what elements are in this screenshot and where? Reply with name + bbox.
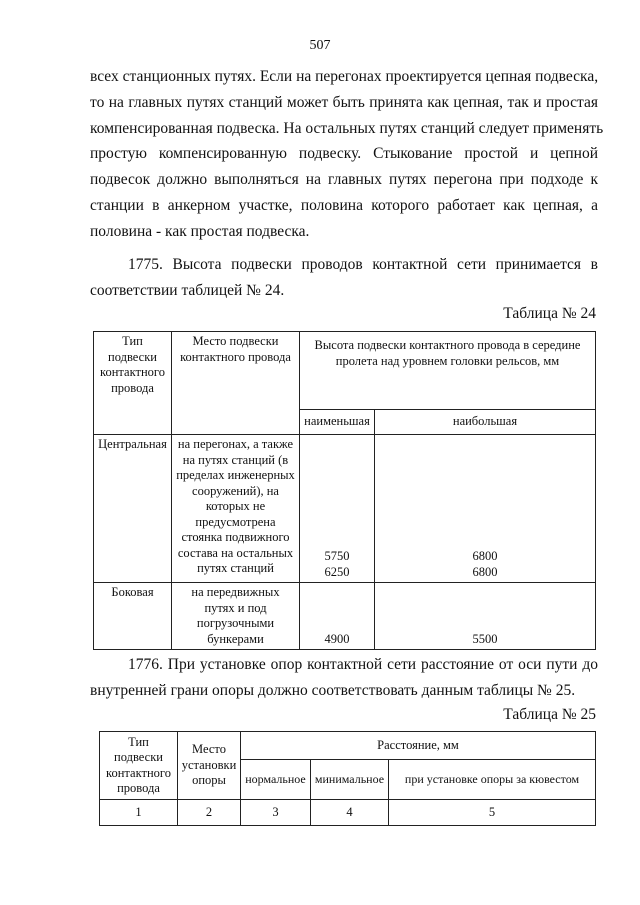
table-row bbox=[100, 800, 596, 826]
t25-header-ditch: при установке опоры за кювестом bbox=[389, 760, 596, 800]
page-number: 507 bbox=[309, 38, 331, 53]
t25-col-number: 4 bbox=[311, 800, 389, 826]
t24-row2-type: Боковая bbox=[94, 583, 172, 650]
paragraph-1776 bbox=[90, 652, 598, 704]
text-line: 1775. Высота подвески проводов контактной сети принимается в bbox=[128, 256, 598, 273]
text-line: соответствии таблицей № 24. bbox=[90, 281, 285, 299]
text-line: простую компенсированную подвеску. Стыкование простой и цепной bbox=[90, 145, 598, 163]
t24-row1-place: на перегонах, а также на путях станций (в пределах инженерных сооружений), на которых не предусмотрена стоянка подвижного состава на остальных путях станций bbox=[172, 435, 300, 583]
text-line: всех станционных путях. Если на перегонах проектируется цепная подвеска, bbox=[90, 68, 599, 85]
t24-row2-min: 4900 bbox=[300, 583, 375, 650]
t24-row2-place: на передвижных путях и под погрузочными бункерами bbox=[172, 583, 300, 650]
t24-header-type: Тип подвески контактного провода bbox=[94, 332, 172, 435]
t25-header-place: Место установки опоры bbox=[178, 732, 241, 800]
text-line: 1776. При установке опор контактной сети расстояние от оси пути до bbox=[128, 656, 598, 673]
t25-col-number: 2 bbox=[178, 800, 241, 826]
table-24-caption: Таблица № 24 bbox=[503, 305, 596, 322]
t24-header-height: Высота подвески контактного провода в середине пролета над уровнем головки рельсов, мм bbox=[300, 332, 596, 410]
t24-header-max: наибольшая bbox=[375, 410, 596, 435]
table-25 bbox=[99, 731, 596, 826]
t25-header-minimal: минимальное bbox=[311, 760, 389, 800]
t24-row1-min: 5750 6250 bbox=[300, 435, 375, 583]
table-24 bbox=[93, 331, 596, 650]
t24-header-place: Место подвески контактного провода bbox=[172, 332, 300, 435]
paragraph-1775 bbox=[90, 252, 598, 304]
t25-header-distance: Расстояние, мм bbox=[241, 732, 596, 760]
t25-header-normal: нормальное bbox=[241, 760, 311, 800]
text-line: половина - как простая подвеска. bbox=[90, 222, 310, 240]
t25-header-type: Тип подвески контактного провода bbox=[100, 732, 178, 800]
text-line: компенсированная подвеска. На остальных путях станций следует применять bbox=[90, 119, 604, 137]
text-line: то на главных путях станций может быть принята как цепная, так и простая bbox=[90, 93, 598, 111]
t24-header-min: наименьшая bbox=[300, 410, 375, 435]
paragraph-1 bbox=[90, 64, 604, 245]
t24-row2-max: 5500 bbox=[375, 583, 596, 650]
t25-col-number: 3 bbox=[241, 800, 311, 826]
table-row bbox=[94, 435, 596, 583]
t24-row1-type: Центральная bbox=[94, 435, 172, 583]
t24-row1-max: 6800 6800 bbox=[375, 435, 596, 583]
t25-col-number: 1 bbox=[100, 800, 178, 826]
table-25-caption: Таблица № 25 bbox=[503, 706, 596, 723]
t25-col-number: 5 bbox=[389, 800, 596, 826]
text-line: подвесок должно выполняться на главных путях перегона при подходе к bbox=[90, 171, 598, 189]
text-line: внутренней грани опоры должно соответствовать данным таблицы № 25. bbox=[90, 681, 576, 699]
text-line: станции в анкерном участке, половина которого работает как цепная, а bbox=[90, 196, 598, 214]
table-row bbox=[94, 583, 596, 650]
